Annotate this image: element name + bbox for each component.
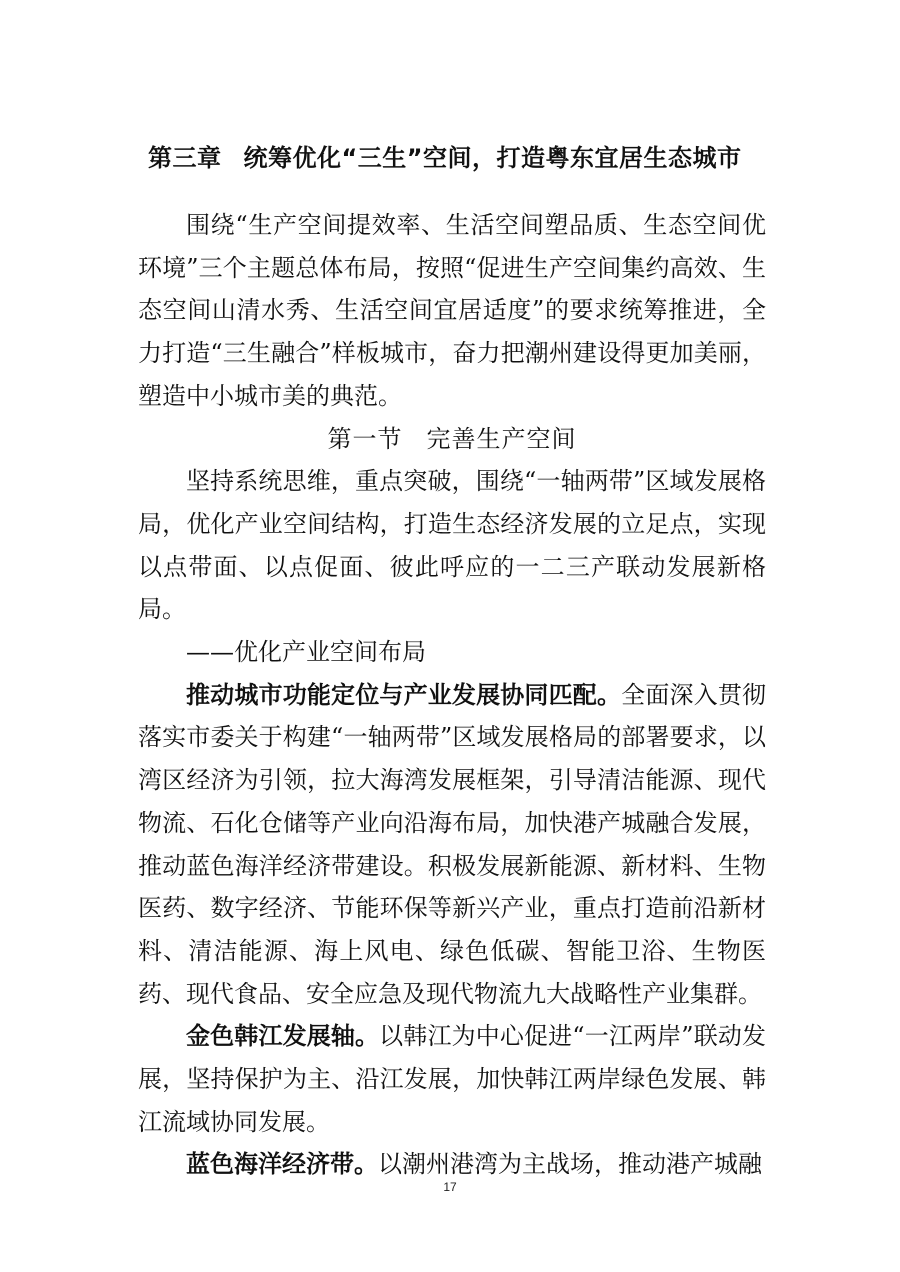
section-number: 第一节: [327, 424, 403, 453]
chapter-number: 第三章: [148, 144, 222, 172]
section-intro-paragraph: 坚持系统思维，重点突破，围绕“一轴两带”区域发展格局，优化产业空间结构，打造生态经济发展的立足点，实现以点带面、以点促面、彼此呼应的一二三产联动发展新格局。: [138, 467, 766, 624]
page-number: 17: [443, 1180, 457, 1194]
chapter-intro-paragraph: 围绕“生产空间提效率、生活空间塑品质、生态空间优环境”三个主题总体布局，按照“促进生产空间集约高效、生态空间山清水秀、生活空间宜居适度”的要求统筹推进，全力打造“三生融合”样板城市，奋力把潮州建设得更加美丽，塑造中小城市美的典范。: [138, 211, 766, 410]
chapter-title: 统筹优化“三生”空间，打造粤东宜居生态城市: [243, 144, 742, 172]
subheading: ——优化产业空间布局: [186, 638, 426, 667]
chapter-heading: [138, 136, 766, 180]
body-paragraph: [138, 1015, 766, 1143]
paragraph-text: 以潮州港湾为主战场，推动港产城融: [378, 1150, 762, 1179]
section-heading: [138, 418, 766, 461]
paragraph-lead: 推动城市功能定位与产业发展协同匹配。: [186, 680, 622, 709]
paragraph-text: 以韩江为中心促进“一江两岸”联动发展，坚持保护为主、沿江发展，加快韩江两岸绿色发展、韩江流域协同发展。: [138, 1022, 766, 1136]
paragraph-lead: 金色韩江发展轴。: [186, 1022, 380, 1051]
paragraph-text: 全面深入贯彻落实市委关于构建“一轴两带”区域发展格局的部署要求，以湾区经济为引领，拉大海湾发展框架，引导清洁能源、现代物流、石化仓储等产业向沿海布局，加快港产城融合发展，推动蓝色海洋经济带建设。积极发展新能源、新材料、生物医药、数字经济、节能环保等新兴产业，重点打造前沿新材料、清洁能源、海上风电、绿色低碳、智能卫浴、生物医药、现代食品、安全应急及现代物流九大战略性产业集群。: [138, 680, 767, 1008]
document-page: [138, 136, 766, 1186]
paragraph-lead: 蓝色海洋经济带。: [186, 1150, 378, 1179]
section-title: 完善生产空间: [426, 424, 577, 453]
body-paragraph: [138, 674, 766, 1016]
